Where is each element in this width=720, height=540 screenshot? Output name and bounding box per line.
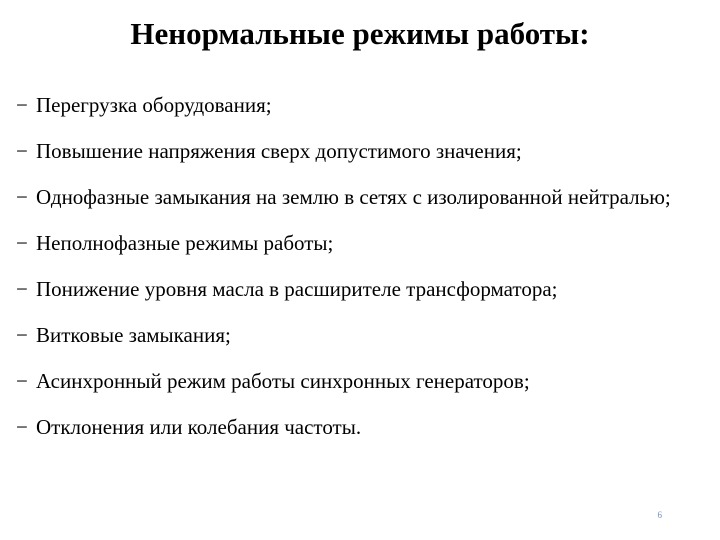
page-number: 6: [657, 510, 662, 520]
list-item: [14, 312, 690, 358]
list-item: [14, 128, 690, 174]
slide-title: Ненормальные режимы работы:: [130, 16, 590, 51]
dash-bullet: −: [16, 93, 28, 117]
bullet-list: [14, 82, 690, 450]
list-item-text: Повышение напряжения сверх допустимого значения;: [36, 139, 522, 163]
list-item: [14, 82, 690, 128]
dash-bullet: −: [16, 323, 28, 347]
list-item-text: Отклонения или колебания частоты.: [36, 415, 362, 439]
list-item-text: Витковые замыкания;: [36, 323, 231, 347]
list-item-text: Перегрузка оборудования;: [36, 93, 272, 117]
dash-bullet: −: [16, 277, 28, 301]
list-item: [14, 358, 690, 404]
list-item-text: Неполнофазные режимы работы;: [36, 231, 334, 255]
list-item: [14, 174, 690, 220]
dash-bullet: −: [16, 415, 28, 439]
list-item: [14, 266, 690, 312]
list-item-text: Однофазные замыкания на землю в сетях с изолированной нейтралью;: [36, 185, 671, 209]
dash-bullet: −: [16, 369, 28, 393]
list-item-text: Асинхронный режим работы синхронных генераторов;: [36, 369, 530, 393]
list-item: [14, 220, 690, 266]
dash-bullet: −: [16, 231, 28, 255]
list-item: [14, 404, 690, 450]
list-item-text: Понижение уровня масла в расширителе трансформатора;: [36, 277, 558, 301]
dash-bullet: −: [16, 139, 28, 163]
dash-bullet: −: [16, 185, 28, 209]
